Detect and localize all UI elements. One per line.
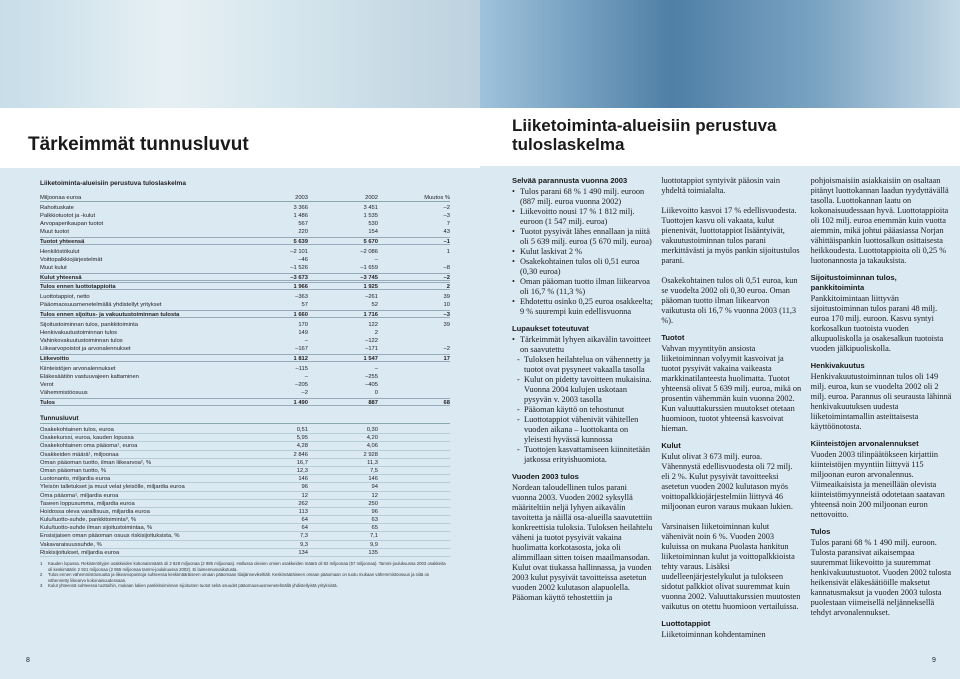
list-item: • Kulut laskivat 2 % bbox=[512, 247, 653, 257]
ratio-row bbox=[40, 541, 450, 549]
row-label: Sijoitustoiminnan tulos, pankkitoiminta bbox=[40, 322, 138, 328]
value-2003: 567 bbox=[298, 221, 308, 227]
list-item: • Liikevoitto nousi 17 % 1 812 milj. euroon (1 547 milj. euroa) bbox=[512, 207, 653, 227]
table-row bbox=[40, 256, 450, 264]
ratios-title: Tunnusluvut bbox=[40, 415, 450, 424]
value-2003: 3 366 bbox=[293, 205, 308, 211]
ratio-row bbox=[40, 442, 450, 450]
list-item: • Tulos parani 68 % 1 490 milj. euroon (887 milj. euroa vuonna 2002) bbox=[512, 187, 653, 207]
table-header-row bbox=[40, 194, 450, 202]
list-item: - Tuottojen kasvattamiseen kiinnitetään jatkossa erityishuomiota. bbox=[512, 445, 653, 465]
row-label: Henkilöstökulut bbox=[40, 249, 80, 255]
heading: Kiinteistöjen arvonalennukset bbox=[810, 439, 919, 448]
value-2003: 1 812 bbox=[293, 356, 308, 362]
value-2002: 1 535 bbox=[363, 213, 378, 219]
ratio-row bbox=[40, 549, 450, 557]
ratio-row bbox=[40, 508, 450, 516]
ratio-2002: 63 bbox=[371, 517, 378, 524]
value-2003: 1 660 bbox=[293, 312, 308, 318]
value-change bbox=[378, 365, 450, 373]
ratio-2003: 96 bbox=[301, 484, 308, 491]
ratio-2002: 9,9 bbox=[369, 541, 378, 548]
paragraph: Osakekohtainen tulos oli 0,51 euroa, kun se vuodelta 2002 oli 0,30 euroa. Oman pääoman tuotto ilman liikearvon vaikutusta oli 16,7 % vuonna 2003 (11,3 %). bbox=[661, 276, 798, 325]
value-2002: –122 bbox=[365, 338, 378, 344]
value-2003: –46 bbox=[298, 257, 308, 263]
column-1 bbox=[512, 176, 653, 640]
table-row bbox=[40, 345, 450, 353]
value-change: 39 bbox=[443, 294, 450, 300]
value-2002: –255 bbox=[365, 374, 378, 380]
footnote-number: 3 bbox=[40, 583, 43, 589]
footnote-text: Kauden lopussa. Rekisteröityjen osakkeiden kokonaismäärä oli 2 928 miljoonaa (2 985 miljoonaa). Hallussa olevien omien osakkeiden määrä oli 82 miljoonaa (57 miljoonaa). Tammi-joulukuussa 2003 osakkeita oli keskimäärin 2 921 miljoonaa (2 955 miljoonaa tammi-joulukuussa 2002). Ei laimennusvaikutusta. bbox=[48, 561, 446, 572]
table-row bbox=[40, 398, 450, 406]
ratio-2003: 2 846 bbox=[293, 451, 308, 458]
value-2002: – bbox=[374, 257, 378, 263]
table-row bbox=[40, 237, 450, 245]
value-2003: –205 bbox=[295, 382, 308, 388]
table-row bbox=[40, 248, 450, 256]
ratio-label: Osakkeiden määrä¹, miljoonaa bbox=[40, 451, 119, 458]
table-body bbox=[40, 204, 450, 406]
table-row bbox=[40, 220, 450, 228]
header-photo-right bbox=[480, 0, 960, 108]
table-row bbox=[40, 282, 450, 290]
ratio-2003: 0,51 bbox=[296, 427, 308, 433]
row-label: Liikearvopoistot ja arvonalennukset bbox=[40, 346, 131, 352]
ratio-2003: 12 bbox=[301, 492, 308, 499]
row-label: Tulos bbox=[40, 400, 56, 406]
ratio-2002: 12 bbox=[371, 492, 378, 499]
heading: Tulos bbox=[810, 527, 831, 536]
ratio-2002: 4,20 bbox=[366, 435, 378, 442]
ratio-label: Vakavaraisuussuhde, % bbox=[40, 541, 102, 548]
income-statement-table bbox=[40, 180, 450, 589]
ratio-2003: 4,28 bbox=[296, 443, 308, 450]
heading: Selvää parannusta vuonna 2003 bbox=[512, 176, 628, 185]
ratio-label: Oma pääoma¹, miljardia euroa bbox=[40, 492, 119, 499]
value-change: 68 bbox=[443, 400, 450, 406]
ratio-row bbox=[40, 451, 450, 459]
value-2002: 1 547 bbox=[363, 356, 378, 362]
paragraph: luottotappiot syntyivät pääosin vain yhdeltä toimialalta. bbox=[661, 176, 781, 195]
value-2003: –1 526 bbox=[290, 265, 308, 271]
value-change bbox=[378, 256, 450, 264]
ratio-label: Osakekohtainen oma pääoma¹, euroa bbox=[40, 443, 138, 450]
header-photo bbox=[0, 0, 480, 108]
value-2002: –2 086 bbox=[360, 249, 378, 255]
ratio-2003: 9,3 bbox=[299, 541, 308, 548]
ratio-label: Osakekohtainen tulos, euroa bbox=[40, 427, 114, 433]
heading: Sijoitustoiminnan tulos, pankkitoiminta bbox=[810, 273, 897, 292]
ratio-2002: 0,30 bbox=[366, 427, 378, 433]
ratio-label: Ensisijaisen oman pääoman osuus riskisijoituksista, % bbox=[40, 533, 180, 540]
ratio-label: Yleisön talletukset ja muut velat yleisölle, miljardia euroa bbox=[40, 484, 185, 491]
ratio-2002: 146 bbox=[368, 476, 378, 483]
table-row bbox=[40, 373, 450, 381]
value-change: 10 bbox=[443, 302, 450, 308]
value-change: –2 bbox=[443, 205, 450, 211]
footnote-number: 2 bbox=[40, 572, 43, 578]
row-label: Palkkiotuotot ja -kulut bbox=[40, 213, 96, 219]
ratio-row bbox=[40, 475, 450, 483]
heading: Lupaukset toteutuvat bbox=[512, 324, 589, 333]
ratio-row bbox=[40, 524, 450, 532]
paragraph: Pankkitoimintaan liittyvän sijoitustoiminnan tulos parani 48 milj. euroa 170 milj. euroon. Kasvu syntyi korkosalkun tuotoista vuoden alkupuoliskolla ja osakesalkun tuotoista vuoden jälkipuoliskolla. bbox=[810, 294, 944, 353]
ratio-row bbox=[40, 483, 450, 491]
table-row bbox=[40, 293, 450, 301]
footnote bbox=[40, 561, 450, 572]
paragraph: Henkivakuutustoiminnan tulos oli 149 milj. euroa, kun se vuodelta 2002 oli 2 milj. euroa. Parannus oli seurausta lähinnä henkivakuutuksen uudesta liiketoimintamallin asteittaisesta käyttöönotosta. bbox=[810, 372, 952, 431]
value-2002: 1 925 bbox=[363, 284, 378, 290]
paragraph: Tulos parani 68 % 1 490 milj. euroon. Tulosta paransivat aikaisempaa suuremmat liikevoitto ja suuremmat henkivakuutustuotot. Vuoden 2002 tulosta heikensivät eläkesäätiöille maksetut kannatusmaksut ja vuoden 2003 tulosta puolestaan viimeisellä neljänneksellä tehdyt arvonalennukset. bbox=[810, 538, 952, 617]
value-2002: 5 670 bbox=[363, 239, 378, 245]
header-label: Miljoonaa euroa bbox=[40, 195, 82, 201]
value-2002: –3 745 bbox=[360, 275, 378, 281]
ratio-2002: 2 928 bbox=[363, 451, 378, 458]
ratio-2002: 65 bbox=[371, 525, 378, 532]
row-label: Tulos ennen luottotappioita bbox=[40, 284, 116, 290]
value-change: –3 bbox=[443, 312, 450, 318]
page-title: Tärkeimmät tunnusluvut bbox=[28, 134, 249, 155]
ratio-label: Kulu/tuotto-suhde ilman sijoitustoimintaa, % bbox=[40, 525, 153, 532]
heading: Tuotot bbox=[661, 333, 685, 342]
value-2002: 0 bbox=[374, 390, 378, 396]
ratio-2003: 12,3 bbox=[296, 467, 308, 474]
value-change: –2 bbox=[443, 275, 450, 281]
value-2003: –3 673 bbox=[290, 275, 308, 281]
value-2003: 5 639 bbox=[293, 239, 308, 245]
value-2002: –261 bbox=[365, 294, 378, 300]
ratio-label: Oman pääoman tuotto, ilman liikearvoa², % bbox=[40, 459, 152, 466]
table-title: Liiketoiminta-alueisiin perustuva tuloslaskelma bbox=[40, 180, 186, 187]
ratio-label: Oman pääoman tuotto, % bbox=[40, 467, 107, 474]
ratio-row bbox=[40, 532, 450, 540]
value-2003: – bbox=[304, 338, 308, 344]
list-item: • Osakekohtainen tulos oli 0,51 euroa (0,30 euroa) bbox=[512, 257, 653, 277]
table-row bbox=[40, 354, 450, 362]
ratio-2003: 134 bbox=[298, 549, 308, 556]
paragraph: Vahvan myyntityön ansiosta liiketoiminnan volyymit kasvoivat ja tuotot pysyivät vakaina vaikeasta markkinatilanteesta huolimatta. Tuotot yhteensä olivat 5 639 milj. euroa, mikä on prosentin vähemmän kuin vuonna 2002. Kun valuuttakurssien muutokset otetaan huomioon, tuotot yhteensä kasvoivat hieman. bbox=[661, 344, 802, 433]
value-2003: 149 bbox=[298, 330, 308, 336]
ratio-2002: 4,06 bbox=[366, 443, 378, 450]
row-label: Muut kulut bbox=[40, 265, 67, 271]
ratio-2002: 135 bbox=[368, 549, 378, 556]
row-label: Luottotappiot, netto bbox=[40, 294, 90, 300]
page-number-left: 8 bbox=[26, 657, 30, 664]
value-2003: 170 bbox=[298, 322, 308, 328]
value-change: 2 bbox=[446, 284, 450, 290]
table-row bbox=[40, 301, 450, 309]
row-label: Vahinkovakuutustoiminnan tulos bbox=[40, 338, 123, 344]
heading: Vuoden 2003 tulos bbox=[512, 472, 579, 481]
ratio-2002: 250 bbox=[368, 500, 378, 507]
value-2002: 154 bbox=[368, 229, 378, 235]
bullet-list bbox=[512, 335, 653, 465]
ratio-row bbox=[40, 500, 450, 508]
value-2003: 1 486 bbox=[293, 213, 308, 219]
row-label: Muut tuotot bbox=[40, 229, 70, 235]
ratio-2003: 262 bbox=[298, 500, 308, 507]
row-label: Kiinteistöjen arvonalennukset bbox=[40, 366, 116, 372]
list-item: • Ehdotettu osinko 0,25 euroa osakkeelta; 9 % suurempi kuin edellisvuonna bbox=[512, 297, 653, 317]
paragraph: Nordean taloudellinen tulos parani vuonna 2003. Vuoden 2002 syksyllä määriteltiin neljä lyhyen aikavälin tavoitetta ja näillä osa-alueilla saavutettiin konkreettisia tuloksia. Tuloksen heilahtelu väheni ja tuotot pysyivät vakaina huolimatta korkotasosta, joka oli alimmillaan sitten toisen maailmansodan. Kulut ovat tiukassa hallinnassa, ja vuoden 2003 kulut pysyivät tavoitteissa asetetun vuoden 2002 kulutason alapuolella. Pääoman käyttö tehostettiin ja bbox=[512, 483, 653, 602]
table-row bbox=[40, 204, 450, 212]
value-2002: –405 bbox=[365, 382, 378, 388]
value-change: 43 bbox=[443, 229, 450, 235]
value-2003: –2 101 bbox=[290, 249, 308, 255]
table-row bbox=[40, 228, 450, 236]
row-label: Tuotot yhteensä bbox=[40, 239, 85, 245]
heading: Henkivakuutus bbox=[810, 361, 865, 370]
value-2003: 1 490 bbox=[293, 400, 308, 406]
value-2002: 52 bbox=[371, 302, 378, 308]
row-label: Henkivakuutustoiminnan tulos bbox=[40, 330, 118, 336]
ratio-row bbox=[40, 459, 450, 467]
row-label: Vähemmistöosuus bbox=[40, 390, 88, 396]
ratio-2002: 96 bbox=[371, 508, 378, 515]
row-label: Arvopaperikaupan tuotot bbox=[40, 221, 104, 227]
ratio-label: Luotonanto, miljardia euroa bbox=[40, 476, 111, 483]
ratio-2003: 16,7 bbox=[296, 459, 308, 466]
page-number-right: 9 bbox=[932, 657, 936, 664]
value-2002: – bbox=[374, 366, 378, 372]
list-item: • Tuotot pysyivät lähes ennallaan ja niitä oli 5 639 milj. euroa (5 670 milj. euroa) bbox=[512, 227, 653, 247]
footnote bbox=[40, 572, 450, 583]
ratio-2002: 7,5 bbox=[369, 467, 378, 474]
value-2002: –171 bbox=[365, 346, 378, 352]
list-item: - Kulut on pidetty tavoitteen mukaisina. Vuonna 2004 kulujen uskotaan pysyvän v. 2003 tasolla bbox=[512, 375, 653, 405]
text-columns bbox=[512, 176, 952, 640]
row-label: Tulos ennen sijoitus- ja vakuutustoiminnan tulosta bbox=[40, 312, 180, 318]
value-2003: 220 bbox=[298, 229, 308, 235]
ratio-row bbox=[40, 434, 450, 442]
value-change bbox=[378, 389, 450, 397]
list-item: - Tuloksen heilahtelua on vähennetty ja tuotot ovat pysyneet vakaalla tasolla bbox=[512, 355, 653, 375]
ratio-label: Kulu/tuotto-suhde, pankkitoiminta³, % bbox=[40, 517, 137, 524]
bullet-list bbox=[512, 187, 653, 317]
ratio-2002: 11,3 bbox=[367, 459, 378, 466]
table-row bbox=[40, 264, 450, 272]
ratio-label: Riskisijoitukset, miljardia euroa bbox=[40, 549, 120, 556]
table-row bbox=[40, 389, 450, 397]
ratio-2003: 64 bbox=[301, 517, 308, 524]
value-2003: – bbox=[304, 374, 308, 380]
table-row bbox=[40, 321, 450, 329]
value-change: 39 bbox=[443, 322, 450, 328]
value-change: –2 bbox=[443, 346, 450, 352]
paragraph: Kulut olivat 3 673 milj. euroa. Vähennystä edellisvuodesta oli 72 milj. eli 2 %. Kulut pysyivät tavoitteeksi asetetun vuoden 2002 kulutason myös voittopalkkiojärjestelmiin liittyvä 46 miljoonan euron varaus mukaan lukien. bbox=[661, 452, 793, 511]
row-label: Liikevoitto bbox=[40, 356, 69, 362]
value-2003: –115 bbox=[295, 366, 308, 372]
ratio-2002: 94 bbox=[371, 484, 378, 491]
value-2003: –167 bbox=[295, 346, 308, 352]
ratio-2003: 64 bbox=[301, 525, 308, 532]
value-2003: –363 bbox=[295, 294, 308, 300]
ratio-2002: 7,1 bbox=[369, 533, 378, 540]
footnote-number: 1 bbox=[40, 561, 43, 566]
heading: Luottotappiot bbox=[661, 619, 711, 628]
ratio-row bbox=[40, 492, 450, 500]
footnote bbox=[40, 583, 450, 589]
footnote-text: Kulut yhteensä suhteessa tuottoihin, mukaan lukien pankkitoiminnan sijoitusten tuotot sekä osuudet pääomaosuusmenetelmällä yhdistellyistä yrityksistä. bbox=[48, 583, 338, 589]
value-change: 1 bbox=[446, 249, 450, 255]
ratio-label: Taseen loppusumma, miljardia euroa bbox=[40, 500, 135, 507]
paragraph: Liikevoitto kasvoi 17 % edellisvuodesta. Tuottojen kasvu oli vakaata, kulut pienenivät, luottotappiot lisääntyivät, vakuutustoiminnan tulos parani merkittävästi ja myös pankin sijoitustulos parani. bbox=[661, 206, 800, 265]
paragraph: Vuoden 2003 tilinpäätökseen kirjattiin kiinteistöjen myyntiin liittyvä 115 miljoonan euron arvonalennus. Viimeaikaisista ja meneillään olevista kiinteistömyynneistä odotetaan saatavan yhteensä noin 200 miljoonan euron nettovoitto. bbox=[810, 450, 945, 519]
ratio-2003: 146 bbox=[298, 476, 308, 483]
table-row bbox=[40, 381, 450, 389]
ratio-row bbox=[40, 516, 450, 524]
ratios-table bbox=[40, 426, 450, 557]
table-row bbox=[40, 310, 450, 318]
row-label: Pääomaosuusmenetelmällä yhdistellyt yritykset bbox=[40, 302, 162, 308]
list-item: - Pääoman käyttö on tehostunut bbox=[512, 405, 653, 415]
value-2002: 1 716 bbox=[363, 312, 378, 318]
list-item: - Luottotappiot vähenivät vähitellen vuoden aikana – luottokanta on yleisesti hyvässä kunnossa bbox=[512, 415, 653, 445]
ratio-row bbox=[40, 467, 450, 475]
page-title-right: Liiketoiminta-alueisiin perustuva tuloslaskelma bbox=[512, 116, 777, 154]
value-change bbox=[378, 337, 450, 345]
right-page bbox=[480, 0, 960, 679]
value-2003: –2 bbox=[301, 390, 308, 396]
ratio-label: Hoidossa oleva varallisuus, miljardia euroa bbox=[40, 508, 150, 515]
value-change bbox=[378, 373, 450, 381]
ratio-label: Osakekurssi, euroa, kauden lopussa bbox=[40, 435, 134, 442]
table-row bbox=[40, 273, 450, 281]
ratio-2003: 7,3 bbox=[299, 533, 308, 540]
header-2002: 2002 bbox=[365, 195, 378, 201]
table-row bbox=[40, 337, 450, 345]
value-change: 17 bbox=[443, 356, 450, 362]
row-label: Voittopalkkiojärjestelmät bbox=[40, 257, 103, 263]
value-2003: 57 bbox=[301, 302, 308, 308]
row-label: Eläkesäätiön vastuuvajeen kattaminen bbox=[40, 374, 139, 380]
heading: Kulut bbox=[661, 441, 681, 450]
header-2003: 2003 bbox=[295, 195, 308, 201]
row-label: Verot bbox=[40, 382, 54, 388]
ratio-2003: 5,95 bbox=[296, 435, 308, 442]
table-row bbox=[40, 212, 450, 220]
value-2002: 2 bbox=[374, 330, 378, 336]
paragraph: Varsinaisen liiketoiminnan kulut vähenivät noin 6 %. Vuoden 2003 kuluissa on mukana Puolasta hankitun liiketoiminnan kulut ja voittopalkkioista tehty varaus. Lisäksi uudelleenjärjestelykulut ja tulokseen sidotut palkkiot olivat suuremmat kuin vuonna 2002. Valuuttakurssien muutosten vaikutus on otettu huomioon vertailuissa. bbox=[661, 522, 801, 611]
ratio-2003: 113 bbox=[298, 508, 308, 515]
value-2002: 887 bbox=[368, 400, 378, 406]
value-change bbox=[378, 329, 450, 337]
paragraph: Liiketoiminnan kohdentaminen bbox=[661, 630, 766, 639]
table-row bbox=[40, 365, 450, 373]
list-item: • Tärkeimmät lyhyen aikavälin tavoitteet on saavutettu bbox=[512, 335, 653, 355]
value-2002: 3 451 bbox=[363, 205, 378, 211]
row-label: Kulut yhteensä bbox=[40, 275, 82, 281]
value-2002: –1 659 bbox=[360, 265, 378, 271]
header-change: Muutos % bbox=[424, 195, 450, 201]
column-2 bbox=[661, 176, 802, 640]
value-change bbox=[378, 381, 450, 389]
footnote-text: Tulos ennen vähemmistöosuutta ja liikearvopoistoja suhteessa keskimääräiseen omaan pääomaan tilaijännevikeltiält. Keskimääräiseen omaan pääomaan on tuotu mukaan vähemmistöosuus ja siitä on vähennetty liikearvo kokonaisuudessaan. bbox=[48, 572, 430, 583]
column-3 bbox=[811, 176, 952, 640]
value-change: –3 bbox=[443, 213, 450, 219]
row-label: Rahoituskate bbox=[40, 205, 74, 211]
ratio-row bbox=[40, 426, 450, 434]
value-2002: 530 bbox=[368, 221, 378, 227]
list-item: • Oman pääoman tuotto ilman liikearvoa oli 16,7 % (11,3 %) bbox=[512, 277, 653, 297]
value-2002: 122 bbox=[368, 322, 378, 328]
value-change: –1 bbox=[443, 239, 450, 245]
table-row bbox=[40, 329, 450, 337]
value-change: –8 bbox=[443, 265, 450, 271]
value-2003: 1 966 bbox=[293, 284, 308, 290]
footnotes bbox=[40, 561, 450, 589]
value-change: 7 bbox=[446, 221, 450, 227]
paragraph: pohjoismaisiin asiakkaisiin on osaltaan pitänyt luottokannan laadun tyydyttävällä tasolla. Luottokannan laatu on kokonaisuudessaan hyvä. Luottotappioita oli 102 milj. euroa enemmän kuin vuotta aiemmin, mikä johtui pääasiassa Norjan vähittäispankin luottosalkun osittaisesta heikkoudesta. Luottotappioita oli 0,25 % luotonannosta ja takauksista. bbox=[810, 176, 949, 265]
